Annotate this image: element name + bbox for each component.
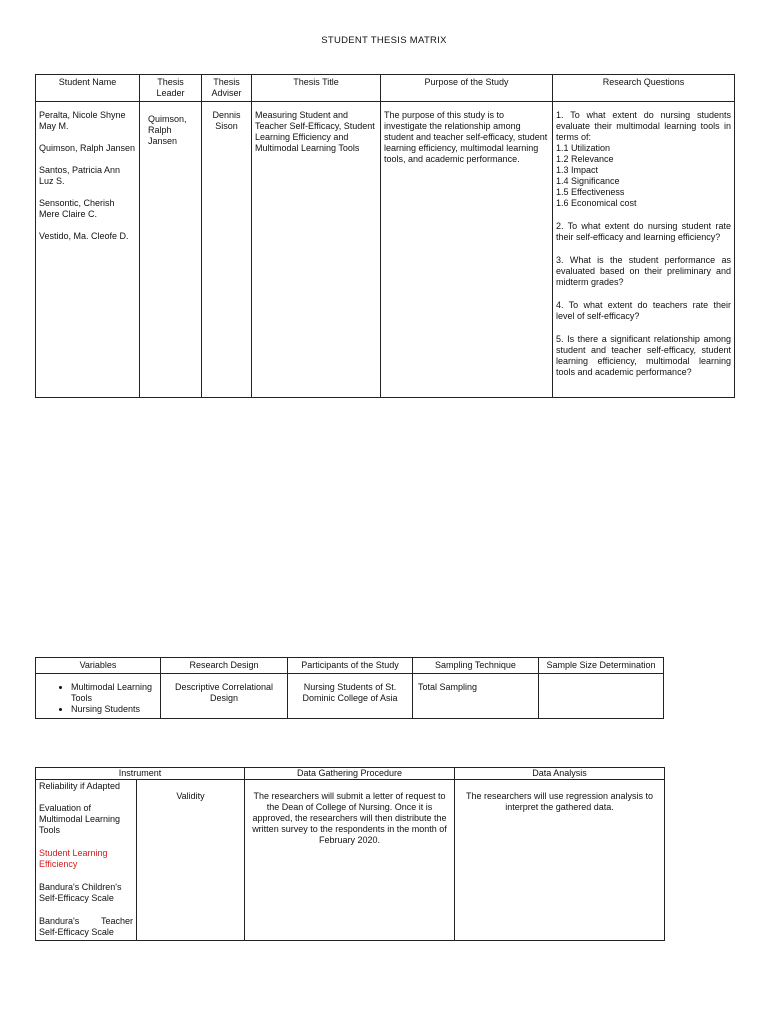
validity-cell xyxy=(137,780,245,941)
instrument-list-cell xyxy=(36,780,137,941)
student-name: Vestido, Ma. Cleofe D. xyxy=(39,231,129,241)
rq1-item: 1.3 Impact xyxy=(556,165,599,175)
thesis-leader: Quimson, Ralph Jansen xyxy=(148,114,187,146)
research-design-cell: Descriptive Correlational Design xyxy=(161,674,288,719)
header-data-gathering: Data Gathering Procedure xyxy=(245,768,455,780)
header-thesis-leader: Thesis Leader xyxy=(140,75,202,102)
student-names-cell xyxy=(36,102,140,398)
sample-size-cell xyxy=(539,674,664,719)
header-data-analysis: Data Analysis xyxy=(455,768,665,780)
table-row xyxy=(36,102,735,398)
student-name: Santos, Patricia Ann Luz S. xyxy=(39,165,121,186)
research-design-table xyxy=(35,657,664,719)
research-questions-cell xyxy=(553,102,735,398)
participants-cell: Nursing Students of St. Dominic College of Asia xyxy=(288,674,413,719)
instrument-table xyxy=(35,767,665,941)
rq1-item: 1.5 Effectiveness xyxy=(556,187,625,197)
table-header-row xyxy=(36,75,735,102)
variables-list xyxy=(36,682,157,715)
document-title: STUDENT THESIS MATRIX xyxy=(321,35,447,46)
sampling-cell: Total Sampling xyxy=(413,674,539,719)
header-research-design: Research Design xyxy=(161,658,288,674)
header-sample-size: Sample Size Determination xyxy=(539,658,664,674)
header-student-name: Student Name xyxy=(36,75,140,102)
student-name: Quimson, Ralph Jansen xyxy=(39,143,136,153)
list-item: • Multimodal Learning Tools xyxy=(71,682,157,704)
table-header-row xyxy=(36,768,665,780)
research-question-5: 5. Is there a significant relationship among student and teacher self-efficacy, student learning efficiency, multimodal learning tools and academic performance? xyxy=(556,334,731,377)
student-name: Peralta, Nicole Shyne May M. xyxy=(39,110,126,131)
header-research-questions: Research Questions xyxy=(553,75,735,102)
instrument-item: Evaluation of Multimodal Learning Tools xyxy=(39,803,121,835)
rq1-item: 1.6 Economical cost xyxy=(556,198,637,208)
header-thesis-title: Thesis Title xyxy=(252,75,381,102)
header-thesis-adviser: Thesis Adviser xyxy=(202,75,252,102)
table-header-row xyxy=(36,658,664,674)
validity-label: Validity xyxy=(176,791,205,801)
table-row xyxy=(36,674,664,719)
purpose-text: The purpose of this study is to investigate the relationship among student and teacher self-efficacy, student learning efficiency, multimodal learning tools, and academic performance. xyxy=(384,110,548,164)
header-sampling-technique: Sampling Technique xyxy=(413,658,539,674)
instrument-item-highlighted: Student Learning Efficiency xyxy=(39,848,108,869)
research-question-1: 1. To what extent do nursing students evaluate their multimodal learning tools in terms of: 1.1 Utilization 1.2 Relevance 1.3 Impact 1.4 Significance 1.5 Effectiveness 1.6 Economical cost xyxy=(556,110,731,208)
header-purpose: Purpose of the Study xyxy=(381,75,553,102)
purpose-cell xyxy=(381,102,553,398)
header-participants: Participants of the Study xyxy=(288,658,413,674)
header-variables: Variables xyxy=(36,658,161,674)
thesis-leader-cell xyxy=(140,102,202,398)
procedure-cell: The researchers will submit a letter of request to the Dean of College of Nursing. Once it is approved, the researchers will then distribute the written survey to the respondents in the month of February 2020. xyxy=(245,780,455,941)
thesis-matrix-table xyxy=(35,74,735,398)
thesis-adviser-cell xyxy=(202,102,252,398)
student-name: Sensontic, Cherish Mere Claire C. xyxy=(39,198,115,219)
rq1-item: 1.2 Relevance xyxy=(556,154,614,164)
rq1-item: 1.1 Utilization xyxy=(556,143,611,153)
variables-cell xyxy=(36,674,161,719)
reliability-label: Reliability if Adapted xyxy=(39,781,121,791)
rq1-item: 1.4 Significance xyxy=(556,176,620,186)
research-question-4: 4. To what extent do teachers rate their level of self-efficacy? xyxy=(556,300,731,321)
thesis-adviser: Dennis Sison xyxy=(212,110,241,131)
table-row xyxy=(36,780,665,941)
instrument-item: Bandura's Children's Self-Efficacy Scale xyxy=(39,882,122,903)
research-question-2: 2. To what extent do nursing student rate their self-efficacy and learning efficiency? xyxy=(556,221,731,242)
thesis-title-cell xyxy=(252,102,381,398)
instrument-item: Bandura's Teacher Self-Efficacy Scale xyxy=(39,916,133,937)
analysis-cell: The researchers will use regression analysis to interpret the gathered data. xyxy=(455,780,665,941)
list-item: • Nursing Students xyxy=(71,704,157,715)
research-question-3: 3. What is the student performance as evaluated based on their preliminary and midterm grades? xyxy=(556,255,731,287)
header-instrument: Instrument xyxy=(36,768,245,780)
thesis-title: Measuring Student and Teacher Self-Efficacy, Student Learning Efficiency and Multimodal Learning Tools xyxy=(255,110,375,153)
